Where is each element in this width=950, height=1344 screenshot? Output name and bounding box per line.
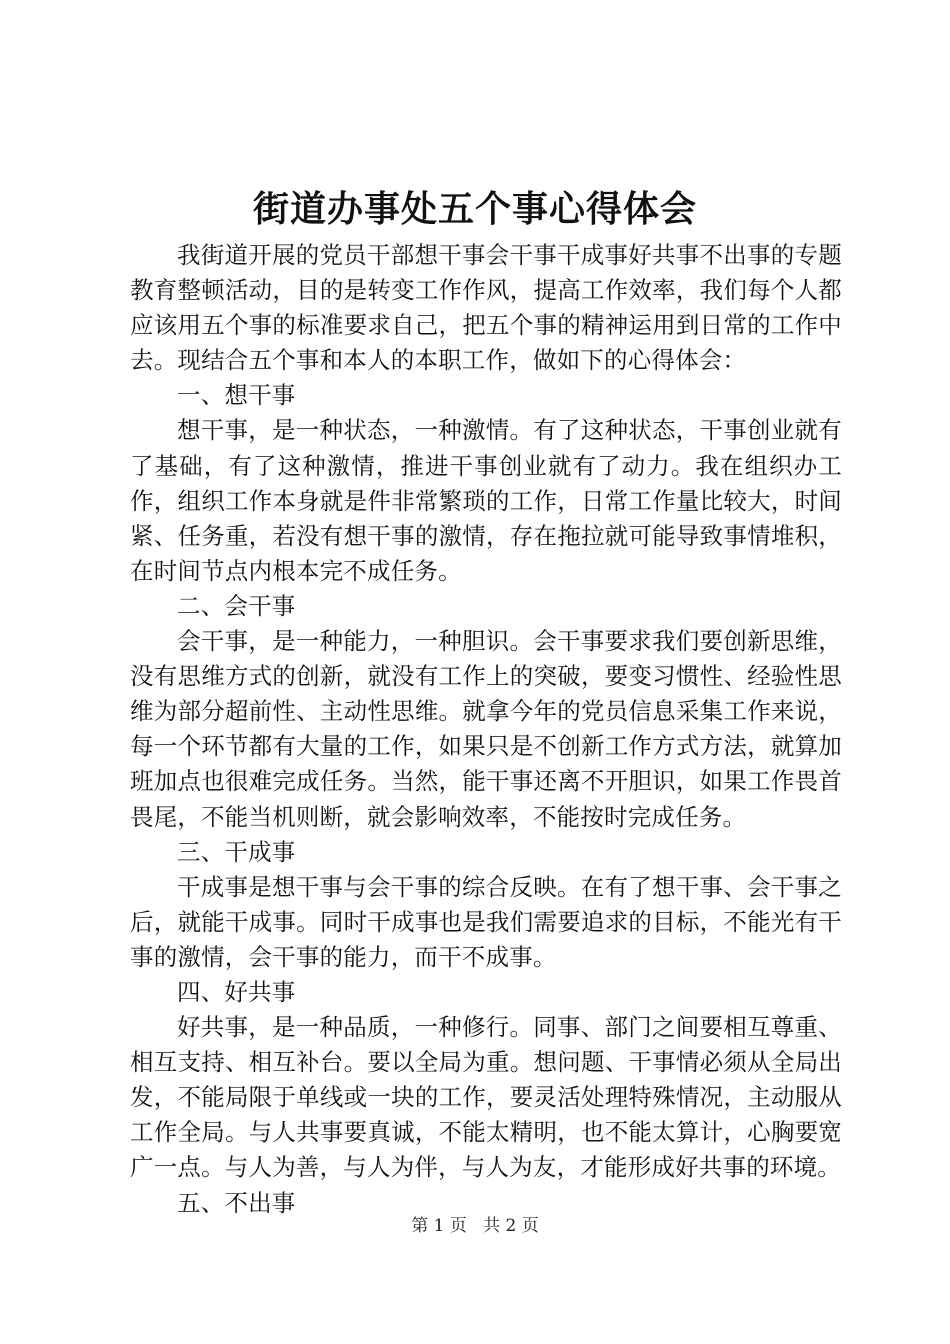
document-body (130, 238, 842, 1221)
footer-spacer (467, 1216, 483, 1236)
section-heading: 二、会干事 (177, 591, 296, 620)
page-footer (0, 1214, 950, 1238)
section-heading: 一、想干事 (177, 381, 296, 410)
page-number-total: 共 2 页 (483, 1216, 539, 1236)
page-title: 街道办事处五个事心得体会 (252, 188, 697, 230)
section-heading: 三、干成事 (177, 837, 296, 866)
section-heading: 四、好共事 (177, 977, 296, 1006)
section-paragraph: 会干事，是一种能力，一种胆识。会干事要求我们要创新思维，没有思维方式的创新，就没有工作上的突破，要变习惯性、经验性思维为部分超前性、主动性思维。就拿今年的党员信息采集工作来说，每一个环节都有大量的工作，如果只是不创新工作方式方法，就算加班加点也很难完成任务。当然，能干事还离不开胆识，如果工作畏首畏尾，不能当机则断，就会影响效率，不能按时完成任务。 (130, 627, 842, 831)
section-paragraph: 好共事，是一种品质，一种修行。同事、部门之间要相互尊重、相互支持、相互补台。要以全局为重。想问题、干事情必须从全局出发，不能局限于单线或一块的工作，要灵活处理特殊情况，主动服从工作全局。与人共事要真诚，不能太精明，也不能太算计，心胸要宽广一点。与人为善，与人为伴，与人为友，才能形成好共事的环境。 (130, 1013, 842, 1182)
intro-paragraph: 我街道开展的党员干部想干事会干事干成事好共事不出事的专题教育整顿活动，目的是转变工作作风，提高工作效率，我们每个人都应该用五个事的标准要求自己，把五个事的精神运用到日常的工作中去。现结合五个事和本人的本职工作，做如下的心得体会： (130, 241, 842, 375)
section-paragraph: 干成事是想干事与会干事的综合反映。在有了想干事、会干事之后，就能干成事。同时干成事也是我们需要追求的目标，不能光有干事的激情，会干事的能力，而干不成事。 (130, 872, 842, 971)
section-heading: 五、不出事 (177, 1188, 296, 1217)
section-paragraph: 想干事，是一种状态，一种激情。有了这种状态，干事创业就有了基础，有了这种激情，推进干事创业就有了动力。我在组织办工作，组织工作本身就是件非常繁琐的工作，日常工作量比较大，时间紧、任务重，若没有想干事的激情，存在拖拉就可能导致事情堆积，在时间节点内根本完不成任务。 (130, 416, 842, 585)
page-number-current: 第 1 页 (411, 1216, 467, 1236)
